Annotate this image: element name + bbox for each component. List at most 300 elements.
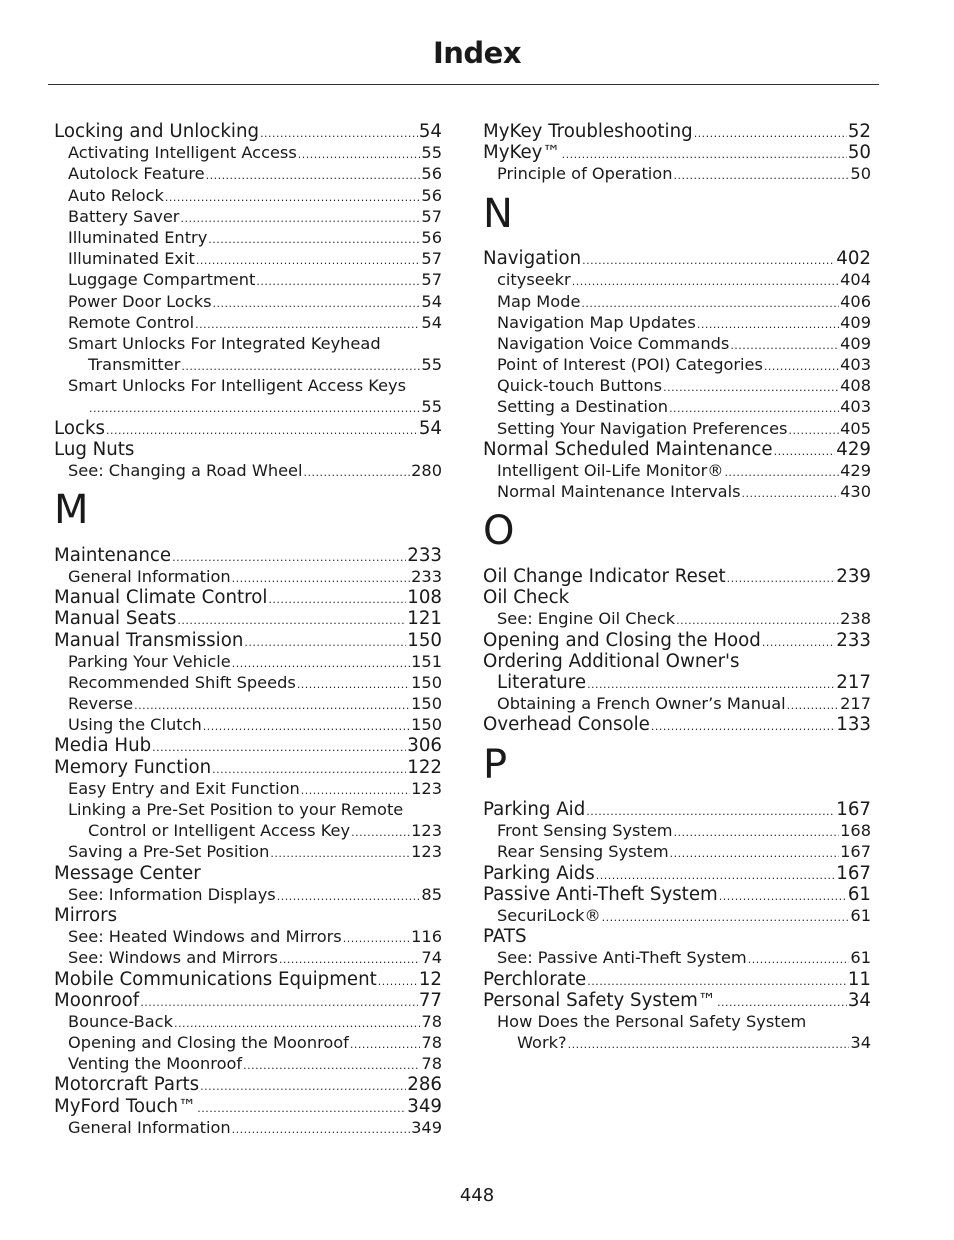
- index-page-ref[interactable]: 50: [847, 142, 871, 164]
- index-page-ref[interactable]: 11: [847, 968, 871, 990]
- dot-leader: [243, 1055, 420, 1074]
- dot-leader: [764, 356, 839, 375]
- dot-leader: [742, 483, 840, 502]
- index-entry: [483, 375, 871, 396]
- index-page-ref[interactable]: 167: [840, 842, 871, 862]
- index-page-ref[interactable]: 34: [847, 989, 871, 1011]
- index-page-ref[interactable]: 34: [850, 1033, 871, 1053]
- index-page-ref[interactable]: 167: [836, 799, 871, 821]
- index-entry-text: See: Windows and Mirrors: [68, 948, 278, 968]
- index-entry: [54, 1074, 442, 1095]
- index-entry-text: MyKey™: [483, 142, 561, 164]
- index-page-ref[interactable]: 280: [411, 461, 442, 480]
- dot-leader: [568, 1034, 850, 1053]
- index-entry: [483, 312, 871, 333]
- index-entry: [483, 926, 871, 947]
- index-entry: [483, 714, 871, 735]
- index-entry-text: Luggage Compartment: [68, 270, 256, 290]
- dot-leader: [673, 165, 849, 184]
- section-letter: N: [483, 190, 513, 237]
- index-entry: [483, 396, 871, 417]
- dot-leader: [602, 907, 850, 926]
- dot-leader: [177, 610, 406, 629]
- index-page-ref[interactable]: 409: [840, 333, 871, 353]
- index-entry: [54, 1032, 442, 1053]
- dot-leader: [206, 165, 421, 184]
- index-entry: [54, 672, 442, 693]
- index-entry: [54, 418, 442, 439]
- index-entry-text: Obtaining a French Owner’s Manual: [497, 694, 786, 714]
- index-entry: [54, 291, 442, 312]
- index-entry: [483, 566, 871, 587]
- index-entry-text: Recommended Shift Speeds: [68, 672, 296, 692]
- index-entry: [483, 460, 871, 481]
- index-entry: [483, 1032, 871, 1053]
- index-entry: [54, 439, 442, 460]
- dot-leader: [89, 398, 420, 417]
- index-page-ref[interactable]: 108: [407, 587, 442, 609]
- dot-leader: [244, 632, 406, 651]
- index-entry-text: Bounce-Back: [68, 1011, 173, 1031]
- index-entry-text: MyFord Touch™: [54, 1095, 197, 1117]
- index-entry: [54, 757, 442, 778]
- index-entry-text: Remote Control: [68, 312, 195, 332]
- index-entry-text: Quick-touch Buttons: [497, 376, 663, 396]
- index-entry: [54, 1117, 442, 1138]
- dot-leader: [203, 716, 410, 735]
- index-page-ref[interactable]: 403: [840, 397, 871, 417]
- index-entry: [54, 947, 442, 968]
- index-entry: [54, 863, 442, 884]
- index-page-ref[interactable]: 430: [840, 482, 871, 502]
- section-letter: O: [483, 508, 515, 555]
- index-page-ref[interactable]: 233: [407, 544, 442, 566]
- index-entry-text: Normal Maintenance Intervals: [497, 482, 741, 502]
- index-entry-text: MyKey Troubleshooting: [483, 121, 693, 142]
- index-entry-text: General Information: [68, 1117, 231, 1137]
- index-page-ref[interactable]: 151: [411, 651, 442, 671]
- index-entry-text: Easy Entry and Exit Function: [68, 778, 300, 798]
- index-page-ref[interactable]: 238: [840, 609, 871, 629]
- index-entry: [54, 1053, 442, 1074]
- index-entry-text: Point of Interest (POI) Categories: [497, 355, 763, 375]
- index-entry-text: Oil Change Indicator Reset: [483, 566, 726, 587]
- index-entry-text: Parking Aid: [483, 799, 586, 821]
- index-page-ref[interactable]: 56: [421, 227, 442, 247]
- index-entry: [54, 990, 442, 1011]
- index-page-ref[interactable]: 123: [411, 842, 442, 862]
- index-entry-text: Parking Your Vehicle: [68, 651, 231, 671]
- dot-leader: [134, 695, 410, 714]
- index-entry-text: See: Passive Anti-Theft System: [497, 948, 747, 968]
- index-entry-text: Power Door Locks: [68, 291, 212, 311]
- index-entry: [483, 587, 871, 608]
- index-entry-text: Using the Clutch: [68, 715, 202, 735]
- index-page-ref[interactable]: 57: [421, 249, 442, 269]
- index-page-ref[interactable]: 123: [411, 778, 442, 798]
- dot-leader: [562, 144, 847, 163]
- index-entry: [483, 121, 871, 142]
- dot-leader: [165, 187, 421, 206]
- index-entry-text: Saving a Pre-Set Position: [68, 842, 270, 862]
- index-entry-text: Locks: [54, 417, 105, 439]
- dot-leader: [232, 568, 410, 587]
- index-page-ref[interactable]: 52: [847, 121, 871, 142]
- index-page-ref[interactable]: 61: [850, 906, 871, 926]
- dot-leader: [676, 610, 839, 629]
- index-page-ref[interactable]: 50: [850, 164, 871, 184]
- index-entry: [54, 142, 442, 163]
- index-entry-text: Personal Safety System™: [483, 989, 717, 1011]
- index-entry: [483, 630, 871, 651]
- dot-leader: [586, 801, 835, 820]
- dot-leader: [232, 1119, 410, 1138]
- dot-leader: [343, 928, 410, 947]
- index-entry: [483, 163, 871, 184]
- dot-leader: [270, 843, 410, 862]
- index-entry-text: Principle of Operation: [497, 164, 673, 184]
- index-page-ref[interactable]: 78: [421, 1011, 442, 1031]
- index-entry: [54, 312, 442, 333]
- dot-leader: [180, 208, 420, 227]
- index-entry-text: Normal Scheduled Maintenance: [483, 438, 773, 460]
- index-page-ref[interactable]: 286: [407, 1074, 442, 1096]
- dot-leader: [378, 971, 418, 990]
- index-entry: [483, 969, 871, 990]
- dot-leader: [106, 420, 418, 439]
- index-entry-text: Navigation: [483, 248, 582, 270]
- index-page-ref[interactable]: 54: [418, 417, 442, 439]
- index-entry: [54, 354, 442, 375]
- index-page-ref[interactable]: 57: [421, 270, 442, 290]
- index-page-ref[interactable]: 55: [421, 143, 442, 163]
- index-page-ref[interactable]: 133: [836, 714, 871, 736]
- dot-leader: [572, 271, 839, 290]
- dot-leader: [694, 123, 847, 142]
- index-entry: [483, 863, 871, 884]
- index-entry: [483, 354, 871, 375]
- dot-leader: [212, 759, 406, 778]
- index-entry: [54, 587, 442, 608]
- index-entry: [54, 460, 442, 481]
- index-entry: [483, 947, 871, 968]
- index-entry-text: Autolock Feature: [68, 164, 205, 184]
- index-entry-text: Mobile Communications Equipment: [54, 968, 377, 990]
- dot-leader: [213, 293, 421, 312]
- index-entry-text: Front Sensing System: [497, 821, 673, 841]
- dot-leader: [208, 229, 420, 248]
- index-entry-text: Locking and Unlocking: [54, 121, 260, 142]
- index-page-ref[interactable]: 54: [421, 312, 442, 332]
- dot-leader: [581, 293, 839, 312]
- index-entry-text: Moonroof: [54, 989, 140, 1011]
- index-page-ref[interactable]: 150: [411, 672, 442, 692]
- dot-leader: [140, 992, 418, 1011]
- dot-leader: [587, 971, 847, 990]
- index-entry: [483, 693, 871, 714]
- index-entry: [54, 969, 442, 990]
- index-entry: [54, 396, 442, 417]
- index-entry: [54, 566, 442, 587]
- index-entry-text: Venting the Moonroof: [68, 1054, 243, 1074]
- dot-leader: [297, 674, 410, 693]
- index-page-ref[interactable]: 61: [850, 948, 871, 968]
- index-page-ref[interactable]: 402: [836, 248, 871, 270]
- index-entry-text: See: Heated Windows and Mirrors: [68, 927, 342, 947]
- index-entry-text: Message Center: [54, 862, 201, 884]
- index-entry-text: Smart Unlocks For Intelligent Access Keys: [68, 376, 407, 396]
- index-entry: [54, 693, 442, 714]
- index-entry-text: See: Changing a Road Wheel: [68, 461, 303, 480]
- index-entry-text: How Does the Personal Safety System: [497, 1011, 807, 1031]
- index-entry-text: Ordering Additional Owner's: [483, 650, 740, 672]
- index-page-ref[interactable]: 306: [407, 735, 442, 757]
- index-entry-text: Activating Intelligent Access: [68, 143, 297, 163]
- index-entry: [483, 1011, 871, 1032]
- index-entry-text: Passive Anti-Theft System: [483, 883, 718, 905]
- index-page-ref[interactable]: 349: [411, 1117, 442, 1137]
- index-page-ref[interactable]: 78: [421, 1033, 442, 1053]
- index-entry: [483, 990, 871, 1011]
- dot-leader: [787, 695, 839, 714]
- index-page-ref[interactable]: 78: [421, 1054, 442, 1074]
- index-entry-text: Transmitter: [88, 355, 181, 375]
- index-entry: [483, 418, 871, 439]
- index-entry-text: Maintenance: [54, 544, 172, 566]
- index-page-ref[interactable]: 233: [411, 566, 442, 586]
- index-entry: [483, 672, 871, 693]
- index-entry-text: Manual Climate Control: [54, 587, 268, 609]
- index-entry-text: Lug Nuts: [54, 438, 135, 460]
- index-page-ref[interactable]: 55: [421, 355, 442, 375]
- index-entry-text: Setting Your Navigation Preferences: [497, 418, 788, 438]
- index-entry-text: PATS: [483, 926, 527, 948]
- index-entry-text: Navigation Voice Commands: [497, 333, 730, 353]
- index-entry: [54, 778, 442, 799]
- index-entry: [54, 884, 442, 905]
- dot-leader: [717, 992, 847, 1011]
- index-entry-text: Manual Transmission: [54, 629, 244, 651]
- page-number: 448: [459, 1185, 495, 1206]
- index-entry: [54, 248, 442, 269]
- dot-leader: [232, 653, 410, 672]
- dot-leader: [196, 250, 421, 269]
- index-entry: [54, 375, 442, 396]
- index-entry: [54, 630, 442, 651]
- dot-leader: [596, 865, 836, 884]
- section-letter: M: [54, 487, 89, 534]
- dot-leader: [304, 462, 411, 481]
- index-page-ref[interactable]: 405: [840, 418, 871, 438]
- index-entry: [54, 735, 442, 756]
- index-entry-text: Motorcraft Parts: [54, 1074, 200, 1096]
- index-page-ref[interactable]: 429: [836, 438, 871, 460]
- index-page-ref[interactable]: 408: [840, 376, 871, 396]
- index-entry-text: Work?: [517, 1033, 567, 1053]
- index-entry: [483, 841, 871, 862]
- index-entry-text: Navigation Map Updates: [497, 312, 696, 332]
- index-entry: [483, 884, 871, 905]
- dot-leader: [697, 314, 839, 333]
- index-entry: [54, 651, 442, 672]
- index-entry-text: Overhead Console: [483, 714, 650, 736]
- section-letter: P: [483, 741, 508, 788]
- index-entry: [54, 1011, 442, 1032]
- index-entry-text: See: Engine Oil Check: [497, 609, 676, 629]
- dot-leader: [774, 441, 836, 460]
- index-entry-text: Auto Relock: [68, 185, 164, 205]
- index-page-ref[interactable]: 406: [840, 291, 871, 311]
- index-entry-text: General Information: [68, 566, 231, 586]
- index-page-ref[interactable]: 56: [421, 185, 442, 205]
- index-entry: [483, 269, 871, 290]
- dot-leader: [730, 335, 839, 354]
- dot-leader: [268, 589, 406, 608]
- index-entry: [54, 799, 442, 820]
- title-divider: [48, 84, 879, 85]
- index-page-ref[interactable]: 403: [840, 355, 871, 375]
- page-title: Index: [432, 36, 522, 70]
- index-entry-text: Memory Function: [54, 756, 212, 778]
- dot-leader: [674, 822, 840, 841]
- index-page-ref[interactable]: 121: [407, 608, 442, 630]
- dot-leader: [200, 1076, 406, 1095]
- index-page-ref[interactable]: 349: [407, 1095, 442, 1117]
- dot-leader: [277, 886, 421, 905]
- index-entry-text: Control or Intelligent Access Key: [88, 821, 351, 841]
- index-entry-text: Parking Aids: [483, 862, 595, 884]
- index-entry: [54, 269, 442, 290]
- index-entry-text: cityseekr: [497, 270, 571, 290]
- index-entry: [54, 820, 442, 841]
- dot-leader: [582, 250, 835, 269]
- index-entry: [54, 608, 442, 629]
- index-column-left: [54, 121, 442, 1138]
- index-page-ref[interactable]: 116: [411, 927, 442, 947]
- index-page-ref[interactable]: 239: [836, 566, 871, 587]
- index-entry: [483, 291, 871, 312]
- index-column-right: [483, 121, 871, 1053]
- index-entry: [483, 142, 871, 163]
- index-entry-text: Opening and Closing the Moonroof: [68, 1033, 349, 1053]
- index-entry: [54, 333, 442, 354]
- index-entry-text: Setting a Destination: [497, 397, 669, 417]
- dot-leader: [669, 398, 839, 417]
- dot-leader: [279, 949, 420, 968]
- index-page-ref[interactable]: 217: [836, 671, 871, 693]
- dot-leader: [256, 271, 420, 290]
- index-entry-text: Literature: [497, 671, 587, 693]
- index-entry-text: Reverse: [68, 694, 134, 714]
- index-entry-text: Mirrors: [54, 904, 118, 926]
- index-page-ref[interactable]: 74: [421, 948, 442, 968]
- index-entry-text: See: Information Displays: [68, 884, 276, 904]
- index-entry: [54, 926, 442, 947]
- dot-leader: [762, 632, 835, 651]
- dot-leader: [195, 314, 420, 333]
- index-entry: [54, 905, 442, 926]
- index-page-ref[interactable]: 150: [411, 694, 442, 714]
- index-entry: [54, 714, 442, 735]
- dot-leader: [181, 356, 420, 375]
- index-page-ref[interactable]: 168: [840, 821, 871, 841]
- dot-leader: [727, 568, 836, 587]
- dot-leader: [174, 1013, 420, 1032]
- index-entry-text: Battery Saver: [68, 206, 180, 226]
- index-entry: [483, 481, 871, 502]
- index-page-ref[interactable]: 429: [840, 461, 871, 481]
- dot-leader: [651, 716, 835, 735]
- index-page-ref[interactable]: 77: [418, 989, 442, 1011]
- index-page-ref[interactable]: 54: [421, 291, 442, 311]
- dot-leader: [719, 886, 847, 905]
- index-page-ref[interactable]: 61: [847, 883, 871, 905]
- index-entry-text: Intelligent Oil-Life Monitor®: [497, 461, 724, 481]
- index-entry-text: Map Mode: [497, 291, 581, 311]
- index-entry: [54, 1096, 442, 1117]
- dot-leader: [260, 123, 418, 142]
- dot-leader: [663, 377, 839, 396]
- index-entry-text: Oil Check: [483, 587, 570, 609]
- index-entry-text: Linking a Pre-Set Position to your Remote: [68, 800, 404, 820]
- index-entry: [483, 439, 871, 460]
- dot-leader: [197, 1098, 406, 1117]
- index-entry-text: Media Hub: [54, 735, 152, 757]
- index-entry: [54, 206, 442, 227]
- dot-leader: [301, 780, 410, 799]
- index-page-ref[interactable]: 122: [407, 756, 442, 778]
- index-page-ref[interactable]: 85: [421, 884, 442, 904]
- index-page-ref[interactable]: 123: [411, 821, 442, 841]
- index-entry: [483, 608, 871, 629]
- index-entry-text: SecuriLock®: [497, 906, 601, 926]
- index-entry: [54, 841, 442, 862]
- index-entry: [483, 820, 871, 841]
- index-page-ref[interactable]: 150: [407, 629, 442, 651]
- dot-leader: [298, 144, 421, 163]
- index-page-ref[interactable]: 55: [421, 397, 442, 417]
- dot-leader: [350, 1034, 421, 1053]
- index-page-ref[interactable]: 12: [418, 968, 442, 990]
- index-entry: [483, 905, 871, 926]
- dot-leader: [788, 420, 839, 439]
- index-page-ref[interactable]: 56: [421, 164, 442, 184]
- dot-leader: [172, 547, 406, 566]
- index-entry: [483, 248, 871, 269]
- index-page-ref[interactable]: 217: [840, 694, 871, 714]
- dot-leader: [587, 674, 835, 693]
- index-entry-text: Manual Seats: [54, 608, 177, 630]
- index-entry: [54, 185, 442, 206]
- index-entry-text: Smart Unlocks For Integrated Keyhead: [68, 333, 381, 353]
- index-entry: [54, 545, 442, 566]
- index-entry-text: Rear Sensing System: [497, 842, 669, 862]
- index-page-ref[interactable]: 150: [411, 715, 442, 735]
- dot-leader: [152, 737, 406, 756]
- index-page-ref[interactable]: 404: [840, 270, 871, 290]
- index-page-ref[interactable]: 167: [836, 862, 871, 884]
- index-page-ref[interactable]: 233: [836, 629, 871, 651]
- index-entry-text: Illuminated Exit: [68, 249, 195, 269]
- index-entry: [483, 651, 871, 672]
- index-page-ref[interactable]: 57: [421, 206, 442, 226]
- index-page-ref[interactable]: 54: [418, 121, 442, 142]
- dot-leader: [670, 843, 839, 862]
- index-entry: [483, 799, 871, 820]
- index-entry: [483, 333, 871, 354]
- index-page-ref[interactable]: 409: [840, 312, 871, 332]
- dot-leader: [724, 462, 839, 481]
